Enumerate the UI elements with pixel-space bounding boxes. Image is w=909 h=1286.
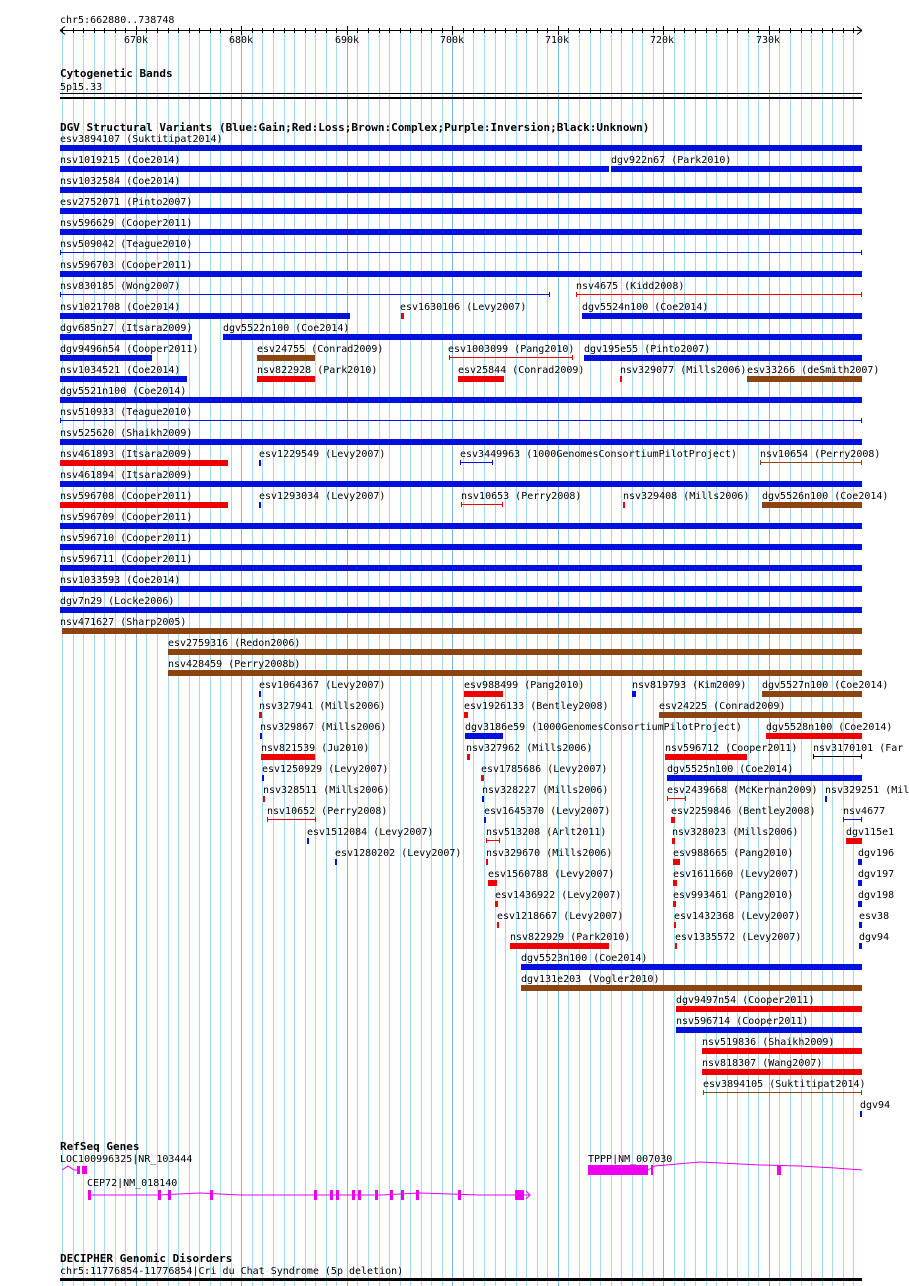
dgv-feature-line[interactable] [60,252,862,253]
dgv-feature-label[interactable]: nsv596629 (Cooper2011) [60,218,193,229]
dgv-feature-endcap [861,250,862,255]
tppp-gene-exon [651,1165,653,1175]
dgv-feature-label[interactable]: esv2259846 (Bentley2008) [671,806,816,817]
dgv-feature-endcap [861,817,862,822]
dgv-feature-bar[interactable] [60,145,862,151]
dgv-feature-label[interactable]: dgv198 [858,890,895,901]
dgv-feature-endcap [449,355,450,360]
dgv-feature-bar[interactable] [60,187,862,193]
dgv-feature-bar[interactable] [667,775,862,781]
loc-gene-intron [62,1166,78,1170]
dgv-feature-label[interactable]: dgv5528n100 (Coe2014) [766,722,893,733]
dgv-feature-label[interactable]: esv988665 (Pang2010) [673,848,794,859]
cep72-gene-exon [88,1190,91,1200]
dgv-feature-bar[interactable] [60,502,228,508]
dgv-feature-bar[interactable] [260,733,262,739]
dgv-feature-label[interactable]: nsv1019215 (Coe2014) [60,155,181,166]
dgv-feature-label[interactable]: esv3894107 (Suktitipat2014) [60,134,223,145]
dgv-feature-line[interactable] [449,357,573,358]
dgv-feature-bar[interactable] [674,922,676,928]
dgv-feature-bar[interactable] [825,796,827,802]
dgv-feature-bar[interactable] [766,733,862,739]
dgv-feature-endcap [486,838,487,843]
dgv-feature-label[interactable]: dgv922n67 (Park2010) [611,155,732,166]
dgv-feature-bar[interactable] [60,166,609,172]
dgv-feature-bar[interactable] [582,313,862,319]
dgv-feature-bar[interactable] [673,880,677,886]
refseq-track-title[interactable]: RefSeq Genes [60,1140,140,1153]
cep72-gene-exon [458,1190,461,1200]
dgv-feature-bar[interactable] [257,376,315,382]
refseq-gene-models[interactable] [0,1160,890,1220]
dgv-feature-label[interactable]: dgv195e55 (Pinto2007) [584,344,711,355]
dgv-feature-label[interactable]: nsv4677 [843,806,886,817]
cep72-gene-exon [352,1190,355,1200]
dgv-feature-label[interactable]: nsv596710 (Cooper2011) [60,533,193,544]
dgv-feature-label[interactable]: esv1218667 (Levy2007) [497,911,624,922]
dgv-feature-label[interactable]: esv988499 (Pang2010) [464,680,585,691]
dgv-feature-label[interactable]: nsv329670 (Mills2006) [486,848,613,859]
dgv-feature-bar[interactable] [223,334,862,340]
dgv-feature-bar[interactable] [858,859,862,865]
dgv-feature-label[interactable]: esv1785686 (Levy2007) [481,764,608,775]
ruler-tick-label: 720k [650,35,675,46]
cytoband-line-top [60,93,862,94]
ruler-tick-label: 690k [335,35,360,46]
dgv-feature-endcap [576,292,577,297]
dgv-feature-bar[interactable] [60,271,862,277]
dgv-feature-bar[interactable] [261,754,315,760]
cep72-gene-exon [158,1190,161,1200]
dgv-feature-label[interactable]: dgv115e1 [846,827,895,838]
dgv-feature-label[interactable]: nsv596708 (Cooper2011) [60,491,193,502]
dgv-feature-bar[interactable] [335,859,337,865]
dgv-feature-bar[interactable] [671,817,675,823]
dgv-feature-label[interactable]: esv2439668 (McKernan2009) [667,785,818,796]
dgv-feature-label[interactable]: nsv596714 (Cooper2011) [676,1016,809,1027]
dgv-feature-label[interactable]: esv1229549 (Levy2007) [259,449,386,460]
dgv-feature-bar[interactable] [702,1069,862,1075]
dgv-feature-label[interactable]: esv1335572 (Levy2007) [675,932,802,943]
dgv-feature-bar[interactable] [464,691,503,697]
dgv-feature-label[interactable]: nsv818307 (Wang2007) [702,1058,823,1069]
dgv-feature-endcap [60,250,61,255]
ruler-arrow [857,27,862,31]
dgv-feature-bar[interactable] [620,376,622,382]
dgv-feature-line[interactable] [60,420,862,421]
dgv-track-title[interactable]: DGV Structural Variants (Blue:Gain;Red:Loss;Brown:Complex;Purple:Inversion;Black:Unknown) [60,121,650,134]
dgv-feature-bar[interactable] [860,1111,862,1117]
dgv-feature-bar[interactable] [611,166,862,172]
dgv-feature-line[interactable] [760,462,862,463]
cep72-gene-intron [88,1193,530,1195]
dgv-feature-label[interactable]: nsv596709 (Cooper2011) [60,512,193,523]
dgv-feature-bar[interactable] [762,691,862,697]
dgv-feature-bar[interactable] [584,355,862,361]
dgv-feature-label[interactable]: nsv822929 (Park2010) [510,932,631,943]
dgv-feature-endcap [760,460,761,465]
dgv-feature-label[interactable]: dgv5526n100 (Coe2014) [762,491,889,502]
dgv-feature-line[interactable] [486,840,500,841]
dgv-feature-label[interactable]: nsv821539 (Ju2010) [261,743,370,754]
locus-label: chr5:662880..738748 [60,15,175,26]
cep72-gene-exon [336,1190,339,1200]
dgv-feature-label[interactable]: dgv197 [858,869,895,880]
dgv-feature-label[interactable]: dgv5523n100 (Coe2014) [521,953,648,964]
cep72-gene-exon [314,1190,317,1200]
dgv-feature-bar[interactable] [262,775,264,781]
dgv-feature-endcap [861,418,862,423]
dgv-feature-endcap [861,754,862,759]
cep72-gene-exon [375,1190,378,1200]
dgv-feature-endcap [861,292,862,297]
dgv-feature-bar[interactable] [257,355,315,361]
cep72-gene-exon [515,1190,524,1200]
dgv-feature-line[interactable] [703,1092,862,1093]
dgv-feature-endcap [267,817,268,822]
dgv-feature-bar[interactable] [659,712,862,718]
dgv-feature-endcap [572,355,573,360]
dgv-feature-label[interactable]: esv1512084 (Levy2007) [307,827,434,838]
cep72-gene-exon [401,1190,404,1200]
dgv-feature-bar[interactable] [263,796,265,802]
dgv-feature-bar[interactable] [60,229,862,235]
dgv-feature-label[interactable]: nsv10653 (Perry2008) [461,491,582,502]
dgv-feature-bar[interactable] [481,775,484,781]
dgv-feature-label[interactable]: esv993461 (Pang2010) [673,890,794,901]
dgv-feature-label[interactable]: nsv510933 (Teague2010) [60,407,193,418]
dgv-feature-label[interactable]: nsv329867 (Mills2006) [260,722,387,733]
decipher-feature-bar[interactable] [60,1278,862,1281]
dgv-feature-bar[interactable] [259,460,261,466]
dgv-feature-bar[interactable] [464,712,468,718]
dgv-feature-bar[interactable] [259,502,261,508]
dgv-feature-endcap [315,817,316,822]
dgv-feature-label[interactable]: nsv525620 (Shaikh2009) [60,428,193,439]
tppp-gene-intron [648,1162,862,1170]
dgv-feature-bar[interactable] [482,796,484,802]
dgv-feature-bar[interactable] [168,649,862,655]
dgv-feature-bar[interactable] [521,964,862,970]
dgv-feature-bar[interactable] [465,733,503,739]
dgv-feature-line[interactable] [813,756,862,757]
dgv-feature-bar[interactable] [60,397,862,403]
dgv-feature-label[interactable]: esv1645370 (Levy2007) [484,806,611,817]
dgv-feature-label[interactable]: esv24225 (Conrad2009) [659,701,786,712]
dgv-feature-bar[interactable] [762,502,862,508]
dgv-feature-bar[interactable] [60,355,152,361]
dgv-feature-label[interactable]: esv3449963 (1000GenomesConsortiumPilotProject) [460,449,737,460]
dgv-feature-label[interactable]: dgv5521n100 (Coe2014) [60,386,187,397]
dgv-feature-label[interactable]: nsv4675 (Kidd2008) [576,281,685,292]
dgv-feature-line[interactable] [576,294,862,295]
dgv-feature-bar[interactable] [846,838,862,844]
dgv-feature-bar[interactable] [521,985,862,991]
dgv-feature-bar[interactable] [60,607,862,613]
dgv-feature-bar[interactable] [623,502,625,508]
dgv-feature-line[interactable] [843,819,862,820]
dgv-feature-line[interactable] [461,504,503,505]
dgv-feature-label[interactable]: nsv513208 (Arlt2011) [486,827,607,838]
dgv-feature-bar[interactable] [488,880,497,886]
decipher-track-title[interactable]: DECIPHER Genomic Disorders [60,1252,233,1265]
dgv-feature-bar[interactable] [672,838,675,844]
loc-gene-exon [77,1166,80,1174]
dgv-feature-label[interactable]: esv1064367 (Levy2007) [259,680,386,691]
dgv-feature-bar[interactable] [497,922,499,928]
dgv-feature-label[interactable]: dgv131e203 (Vogler2010) [521,974,660,985]
dgv-feature-bar[interactable] [307,838,309,844]
decipher-entry-label[interactable]: chr5:11776854-11776854|Cri du Chat Syndrome (5p deletion) [60,1266,404,1277]
dgv-feature-bar[interactable] [510,943,609,949]
dgv-feature-label[interactable]: esv2759316 (Redon2006) [168,638,301,649]
dgv-feature-label[interactable]: nsv830185 (Wong2007) [60,281,181,292]
dgv-feature-bar[interactable] [60,481,862,487]
dgv-feature-label[interactable]: nsv596711 (Cooper2011) [60,554,193,565]
dgv-feature-label[interactable]: nsv596712 (Cooper2011) [665,743,798,754]
dgv-feature-bar[interactable] [702,1048,862,1054]
dgv-feature-label[interactable]: dgv9497n54 (Cooper2011) [676,995,815,1006]
dgv-feature-label[interactable]: esv3894105 (Suktitipat2014) [703,1079,866,1090]
dgv-feature-label[interactable]: nsv3170101 (Far [813,743,904,754]
dgv-feature-label[interactable]: nsv10654 (Perry2008) [760,449,881,460]
dgv-feature-label[interactable]: nsv1034521 (Coe2014) [60,365,181,376]
dgv-feature-label[interactable]: dgv94 [859,932,890,943]
dgv-feature-label[interactable]: nsv329077 (Mills2006) [620,365,747,376]
dgv-feature-label[interactable]: nsv509042 (Teague2010) [60,239,193,250]
dgv-feature-bar[interactable] [60,544,862,550]
dgv-feature-label[interactable]: nsv329408 (Mills2006) [623,491,750,502]
dgv-feature-label[interactable]: nsv819793 (Kim2009) [632,680,747,691]
dgv-feature-bar[interactable] [486,859,488,865]
dgv-feature-bar[interactable] [60,334,192,340]
dgv-feature-bar[interactable] [632,691,636,697]
dgv-feature-label[interactable]: nsv10652 (Perry2008) [267,806,388,817]
dgv-feature-label[interactable]: nsv596703 (Cooper2011) [60,260,193,271]
dgv-feature-label[interactable]: esv1926133 (Bentley2008) [464,701,609,712]
dgv-feature-label[interactable]: dgv5527n100 (Coe2014) [762,680,889,691]
dgv-feature-label[interactable]: esv1293034 (Levy2007) [259,491,386,502]
dgv-feature-line[interactable] [60,294,550,295]
dgv-feature-endcap [843,817,844,822]
dgv-feature-bar[interactable] [676,1006,862,1012]
dgv-feature-label[interactable]: esv1630106 (Levy2007) [400,302,527,313]
dgv-feature-label[interactable]: esv1280202 (Levy2007) [335,848,462,859]
refseq-gene-label[interactable]: CEP72|NM_018140 [87,1178,178,1189]
dgv-feature-label[interactable]: dgv5525n100 (Coe2014) [667,764,794,775]
dgv-feature-label[interactable]: nsv1021708 (Coe2014) [60,302,181,313]
cep72-gene-exon [168,1190,171,1200]
dgv-feature-endcap [499,838,500,843]
dgv-feature-label[interactable]: dgv9496n54 (Cooper2011) [60,344,199,355]
dgv-feature-label[interactable]: nsv328023 (Mills2006) [672,827,799,838]
dgv-feature-endcap [492,460,493,465]
dgv-feature-label[interactable]: nsv328511 (Mills2006) [263,785,390,796]
dgv-feature-bar[interactable] [665,754,747,760]
dgv-feature-bar[interactable] [467,754,470,760]
cep72-gene-exon [358,1190,361,1200]
dgv-feature-endcap [703,1090,704,1095]
dgv-feature-label[interactable]: esv1003099 (Pang2010) [448,344,575,355]
dgv-feature-bar[interactable] [60,565,862,571]
dgv-feature-bar[interactable] [401,313,404,319]
dgv-feature-endcap [667,796,668,801]
cep72-gene-exon [416,1190,419,1200]
dgv-feature-endcap [60,418,61,423]
loc-gene-exon [82,1166,87,1174]
dgv-feature-endcap [861,1090,862,1095]
dgv-feature-label[interactable]: esv1250929 (Levy2007) [262,764,389,775]
tppp-gene-exon [777,1165,781,1175]
dgv-feature-label[interactable]: esv1611660 (Levy2007) [673,869,800,880]
dgv-feature-bar[interactable] [60,523,862,529]
ruler-tick-label: 710k [545,35,570,46]
cytoband-label: 5p15.33 [60,82,103,93]
dgv-feature-endcap [549,292,550,297]
dgv-feature-label[interactable]: esv33266 (deSmith2007) [747,365,880,376]
dgv-feature-label[interactable]: esv1436922 (Levy2007) [495,890,622,901]
dgv-feature-label[interactable]: nsv461894 (Itsara2009) [60,470,193,481]
dgv-feature-bar[interactable] [60,586,862,592]
dgv-feature-line[interactable] [667,798,686,799]
ruler-tick-label: 700k [440,35,465,46]
dgv-feature-bar[interactable] [259,712,262,718]
cep72-gene-exon [390,1190,393,1200]
dgv-feature-line[interactable] [460,462,493,463]
dgv-feature-line[interactable] [267,819,316,820]
dgv-feature-bar[interactable] [676,1027,862,1033]
dgv-feature-label[interactable]: nsv327941 (Mills2006) [259,701,386,712]
dgv-feature-label[interactable]: esv1560788 (Levy2007) [488,869,615,880]
dgv-feature-bar[interactable] [62,628,862,634]
dgv-feature-bar[interactable] [484,817,486,823]
cytoband-bar[interactable] [60,97,862,99]
dgv-feature-label[interactable]: dgv5522n100 (Coe2014) [223,323,350,334]
dgv-feature-label[interactable]: dgv7n29 (Locke2006) [60,596,175,607]
ruler-tick-label: 730k [756,35,781,46]
dgv-feature-bar[interactable] [60,208,862,214]
dgv-feature-label[interactable]: esv25844 (Conrad2009) [458,365,585,376]
dgv-feature-bar[interactable] [673,901,676,907]
dgv-feature-label[interactable]: esv2752071 (Pinto2007) [60,197,193,208]
refseq-gene-label[interactable]: LOC100996325|NR_103444 [60,1154,193,1165]
dgv-feature-label[interactable]: nsv329251 (Mil [825,785,909,796]
dgv-feature-label[interactable]: dgv685n27 (Itsara2009) [60,323,193,334]
cytoband-track-title[interactable]: Cytogenetic Bands [60,67,173,80]
dgv-feature-bar[interactable] [60,460,228,466]
dgv-feature-bar[interactable] [60,313,350,319]
dgv-feature-bar[interactable] [673,859,680,865]
dgv-feature-endcap [60,292,61,297]
dgv-feature-label[interactable]: dgv5524n100 (Coe2014) [582,302,709,313]
ruler-tick-label: 680k [229,35,254,46]
dgv-feature-label[interactable]: nsv1033593 (Coe2014) [60,575,181,586]
ruler-tick-label: 670k [124,35,149,46]
dgv-feature-label[interactable]: dgv196 [858,848,895,859]
dgv-feature-bar[interactable] [168,670,862,676]
dgv-feature-bar[interactable] [747,376,862,382]
dgv-feature-bar[interactable] [859,943,862,949]
dgv-feature-bar[interactable] [60,376,187,382]
dgv-feature-label[interactable]: nsv327962 (Mills2006) [466,743,593,754]
dgv-feature-endcap [861,460,862,465]
refseq-gene-label[interactable]: TPPP|NM_007030 [588,1154,673,1165]
dgv-feature-label[interactable]: nsv1032584 (Coe2014) [60,176,181,187]
dgv-feature-label[interactable]: nsv328227 (Mills2006) [482,785,609,796]
dgv-feature-endcap [813,754,814,759]
cep72-gene-exon [330,1190,333,1200]
dgv-feature-label[interactable]: nsv822928 (Park2010) [257,365,378,376]
dgv-feature-label[interactable]: esv24755 (Conrad2009) [257,344,384,355]
dgv-feature-label[interactable]: nsv428459 (Perry2008b) [168,659,301,670]
dgv-feature-bar[interactable] [495,901,498,907]
dgv-feature-bar[interactable] [858,880,862,886]
dgv-feature-bar[interactable] [60,439,862,445]
dgv-feature-endcap [502,502,503,507]
dgv-feature-endcap [685,796,686,801]
tppp-gene-exon [588,1165,648,1175]
dgv-feature-bar[interactable] [458,376,504,382]
dgv-feature-label[interactable]: nsv519836 (Shaikh2009) [702,1037,835,1048]
dgv-feature-endcap [460,460,461,465]
dgv-feature-label[interactable]: nsv471627 (Sharp2005) [60,617,187,628]
dgv-feature-endcap [461,502,462,507]
dgv-feature-label[interactable]: dgv94 [860,1100,891,1111]
dgv-feature-bar[interactable] [259,691,261,697]
cep72-gene-exon [210,1190,213,1200]
ruler-arrow [857,31,862,35]
dgv-feature-bar[interactable] [858,901,862,907]
dgv-feature-bar[interactable] [675,943,677,949]
dgv-feature-label[interactable]: dgv3186e59 (1000GenomesConsortiumPilotProject) [465,722,742,733]
dgv-feature-label[interactable]: esv1432368 (Levy2007) [674,911,801,922]
dgv-feature-bar[interactable] [859,922,862,928]
dgv-feature-label[interactable]: nsv461893 (Itsara2009) [60,449,193,460]
dgv-feature-label[interactable]: esv38 [859,911,890,922]
